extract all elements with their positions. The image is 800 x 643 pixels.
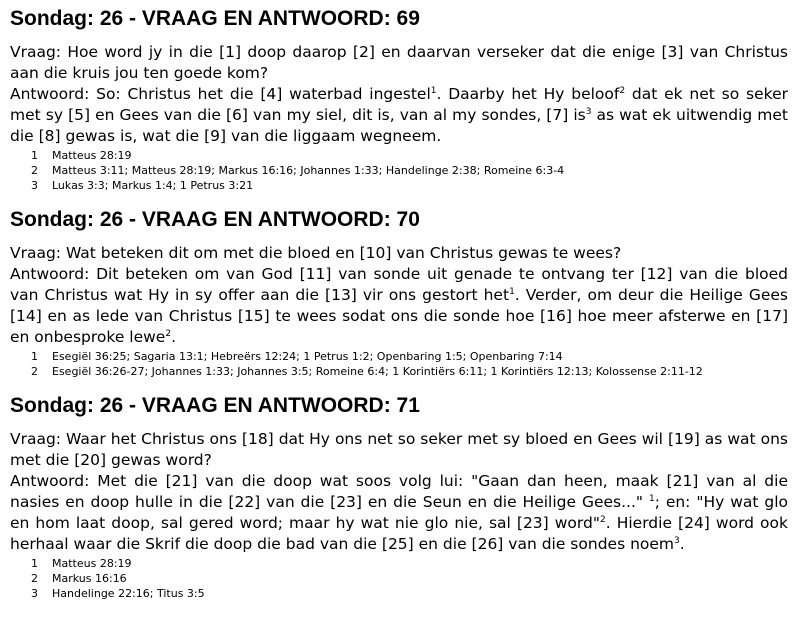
question-text: Vraag: Wat beteken dit om met die bloed en [10] van Christus gewas te wees? (10, 244, 622, 262)
reference-number: 3 (31, 587, 38, 600)
reference-number: 1 (31, 149, 38, 162)
answer-segment: . (679, 535, 685, 553)
reference-text: Esegiël 36:26-27; Johannes 1:33; Johannes 3:5; Romeine 6:4; 1 Korintiërs 6:11; 1 Korintiërs 12:13; Kolossense 2:11-12 (52, 365, 703, 378)
answer-segment: . (171, 328, 177, 346)
reference-item (10, 163, 788, 178)
answer-segment: Antwoord: Met die [21] van die doop wat soos volg lui: "Gaan dan heen, maak [21] van al die nasies en doop hulle in die [22] van die [23] en die Seun en die Heilige Gees..." (10, 472, 788, 511)
reference-item (10, 178, 788, 193)
footnote-marker: 2 (619, 85, 626, 96)
qa-section-70 (10, 207, 788, 379)
answer-segment: . Verder, om deur die Heilige Gees [14] en as lede van Christus [15] te wees sodat ons die sonde hoe [16] hoe meer afsterwe en [17] en onbesproke lewe (10, 286, 789, 346)
qa-section-69 (10, 6, 788, 193)
reference-number: 2 (31, 572, 38, 585)
reference-text: Matteus 28:19 (52, 557, 132, 570)
footnote-marker: 1 (648, 493, 655, 504)
footnote-marker: 1 (430, 85, 437, 96)
reference-item (10, 148, 788, 163)
footnote-marker: 3 (585, 106, 592, 117)
reference-number: 1 (31, 557, 38, 570)
reference-item (10, 586, 788, 601)
reference-text: Matteus 28:19 (52, 149, 132, 162)
answer-text (10, 84, 788, 147)
footnote-marker: 2 (600, 514, 606, 525)
answer-segment: as wat ek uitwendig met die [8] gewas is, wat die [9] van die liggaam wegneem. (10, 106, 788, 145)
answer-segment: dat ek net so seker met sy [5] en Gees van die [6] van my siel, dit is, van al my sondes, [7] is (10, 85, 788, 124)
footnote-marker: 1 (509, 286, 515, 297)
answer-segment: . Daarby het Hy beloof (436, 85, 620, 103)
answer-segment: ; en: "Hy wat glo en hom laat doop, sal gered word; maar hy wat nie glo nie, sal [23] word" (10, 493, 788, 532)
reference-number: 2 (31, 365, 38, 378)
reference-number: 3 (31, 179, 38, 192)
answer-text (10, 264, 788, 348)
section-heading: Sondag: 26 - VRAAG EN ANTWOORD: 71 (10, 394, 420, 417)
footnote-marker: 3 (674, 535, 680, 546)
answer-text (10, 471, 788, 555)
question-text: Vraag: Hoe word jy in die [1] doop daarop [2] en daarvan verseker dat die enige [3] van Christus aan die kruis jou ten goede kom? (10, 43, 788, 82)
reference-text: Matteus 3:11; Matteus 28:19; Markus 16:16; Johannes 1:33; Handelinge 2:38; Romeine 6:3-4 (52, 164, 565, 177)
section-heading: Sondag: 26 - VRAAG EN ANTWOORD: 70 (10, 208, 420, 231)
footnote-marker: 2 (165, 328, 172, 339)
question-text: Vraag: Waar het Christus ons [18] dat Hy ons net so seker met sy bloed en Gees wil [19] as wat ons met die [20] gewas word? (10, 430, 788, 469)
reference-text: Markus 16:16 (52, 572, 127, 585)
reference-text: Handelinge 22:16; Titus 3:5 (52, 587, 205, 600)
reference-list (10, 556, 788, 601)
answer-segment: Antwoord: Dit beteken om van God [11] van sonde uit genade te ontvang ter [12] van die bloed van Christus wat Hy in sy offer aan die [13] vir ons gestort het (10, 265, 788, 304)
answer-segment: . Hierdie [24] word ook herhaal waar die Skrif die doop die bad van die [25] en die [26] van die sondes noem (10, 514, 789, 553)
reference-item (10, 571, 788, 586)
section-heading: Sondag: 26 - VRAAG EN ANTWOORD: 69 (10, 7, 420, 30)
reference-text: Esegiël 36:25; Sagaria 13:1; Hebreërs 12:24; 1 Petrus 1:2; Openbaring 1:5; Openbaring 7:14 (52, 350, 563, 363)
reference-text: Lukas 3:3; Markus 1:4; 1 Petrus 3:21 (52, 179, 254, 192)
reference-list (10, 349, 788, 379)
qa-section-71 (10, 393, 788, 601)
reference-item (10, 364, 788, 379)
reference-number: 1 (31, 350, 38, 363)
reference-item (10, 556, 788, 571)
reference-number: 2 (31, 164, 38, 177)
answer-segment: Antwoord: So: Christus het die [4] waterbad ingestel (10, 85, 431, 103)
reference-list (10, 148, 788, 193)
reference-item (10, 349, 788, 364)
